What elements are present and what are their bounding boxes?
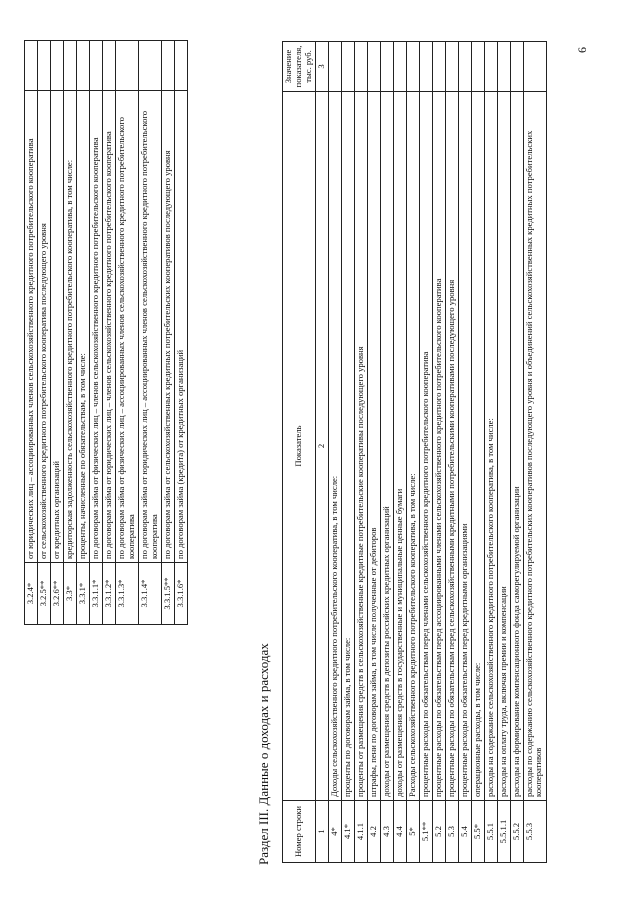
table-row <box>138 41 161 625</box>
row-indicator: процентные расходы по обязательствам перед кредитными организациями <box>458 92 471 801</box>
row-code: 5.5.1.1 <box>497 801 510 863</box>
row-code: 5.4 <box>458 801 471 863</box>
header-row-number: Номер строки <box>283 801 316 863</box>
table-row <box>90 41 103 625</box>
row-value <box>161 41 174 91</box>
row-indicator: процентные расходы по обязательствам перед ассоциированными членами сельскохозяйственного кредитного потребительского кооператива <box>432 92 445 801</box>
income-expense-table <box>282 41 547 863</box>
row-indicator: от кредитных организаций <box>51 91 64 563</box>
row-value <box>471 42 484 92</box>
row-value <box>510 42 523 92</box>
page-number: 6 <box>575 47 589 53</box>
row-code: 3.3.1.4* <box>138 563 161 625</box>
row-code: 3.3* <box>64 563 77 625</box>
row-code: 5.2 <box>432 801 445 863</box>
row-value <box>90 41 103 91</box>
row-value <box>393 42 406 92</box>
row-code: 3.3.1.2* <box>103 563 116 625</box>
row-code: 3.2.5** <box>38 563 51 625</box>
row-value <box>380 42 393 92</box>
row-code: 5.5.2 <box>510 801 523 863</box>
table-row <box>25 41 38 625</box>
row-indicator: расходы на оплату труда, включая премии и компенсации <box>497 92 510 801</box>
row-code: 5.3 <box>445 801 458 863</box>
row-code: 5.1** <box>419 801 432 863</box>
table-row <box>328 42 341 863</box>
row-value <box>406 42 419 92</box>
row-value <box>419 42 432 92</box>
row-indicator: по договорам займа от юридических лиц – ассоциированных членов сельскохозяйственного кредитного потребительского кооператива <box>138 91 161 563</box>
row-code: 3.3.1.3* <box>116 563 139 625</box>
row-value <box>354 42 367 92</box>
row-indicator: от сельскохозяйственного кредитного потребительского кооператива последующего уровня <box>38 91 51 563</box>
table-row <box>419 42 432 863</box>
row-indicator: операционные расходы, в том числе: <box>471 92 484 801</box>
row-indicator: доходы от размещения средств в депозиты российских кредитных организаций <box>380 92 393 801</box>
row-value <box>116 41 139 91</box>
liabilities-table-continued <box>24 40 188 625</box>
row-indicator: расходы на содержание сельскохозяйственного кредитного потребительского кооператива, в том числе: <box>484 92 497 801</box>
row-code: 3.3.1.1* <box>90 563 103 625</box>
table-row <box>484 42 497 863</box>
table-row <box>174 41 187 625</box>
row-code: 4.3 <box>380 801 393 863</box>
table-row <box>51 41 64 625</box>
row-indicator: проценты, начисленные по обязательствам, в том числе: <box>77 91 90 563</box>
row-code: 4.1.1 <box>354 801 367 863</box>
table-row <box>406 42 419 863</box>
row-code: 4.4 <box>393 801 406 863</box>
row-indicator: по договорам займа от сельскохозяйственных кредитных потребительских кооперативов последующего уровня <box>161 91 174 563</box>
table-row <box>445 42 458 863</box>
section-title: Раздел III. Данные о доходах и расходах <box>256 643 271 865</box>
row-value <box>77 41 90 91</box>
row-value <box>138 41 161 91</box>
header-indicator: Показатель <box>283 92 316 801</box>
row-code: 3.2.6** <box>51 563 64 625</box>
column-number-3: 3 <box>315 42 328 92</box>
row-value <box>328 42 341 92</box>
row-indicator: от юридических лиц – ассоциированных членов сельскохозяйственного кредитного потребительского кооператива <box>25 91 38 563</box>
rotated-page <box>0 25 600 885</box>
row-value <box>445 42 458 92</box>
table-row <box>341 42 354 863</box>
row-indicator: по договорам займа (кредита) от кредитных организаций <box>174 91 187 563</box>
row-code: 3.2.4* <box>25 563 38 625</box>
row-indicator: штрафы, пени по договорам займа, в том числе полученные от дебиторов <box>367 92 380 801</box>
row-indicator: по договорам займа от физических лиц – членов сельскохозяйственного кредитного потребительского кооператива <box>90 91 103 563</box>
row-indicator: расходы по содержанию сельскохозяйственного кредитного потребительских кооперативов последующего уровня и объединений сельскохозяйственных кредитных потребительских кооперативов <box>523 92 546 801</box>
table-row <box>103 41 116 625</box>
row-value <box>51 41 64 91</box>
row-indicator: проценты от размещения средств в сельскохозяйственные кредитные потребительские кооперативы последующего уровня <box>354 92 367 801</box>
row-value <box>38 41 51 91</box>
table-row <box>523 42 546 863</box>
row-value <box>25 41 38 91</box>
table-row <box>510 42 523 863</box>
row-value <box>341 42 354 92</box>
row-code: 3.3.1* <box>77 563 90 625</box>
row-value <box>367 42 380 92</box>
row-indicator: кредиторская задолженность сельскохозяйственного кредитного потребительского кооператива, в том числе: <box>64 91 77 563</box>
row-code: 3.3.1.6* <box>174 563 187 625</box>
table-row <box>432 42 445 863</box>
table-row <box>64 41 77 625</box>
table-row <box>38 41 51 625</box>
row-value <box>64 41 77 91</box>
table-row <box>458 42 471 863</box>
row-code: 5.5.3 <box>523 801 546 863</box>
table-row <box>161 41 174 625</box>
row-code: 4* <box>328 801 341 863</box>
row-code: 4.2 <box>367 801 380 863</box>
table-row <box>354 42 367 863</box>
row-code: 3.3.1.5** <box>161 563 174 625</box>
table-row <box>497 42 510 863</box>
table-row <box>77 41 90 625</box>
header-value: Значение показателя, тыс. руб. <box>283 42 316 92</box>
table-row <box>367 42 380 863</box>
table-row <box>380 42 393 863</box>
row-code: 4.1* <box>341 801 354 863</box>
row-value <box>523 42 546 92</box>
row-value <box>497 42 510 92</box>
row-code: 5.5* <box>471 801 484 863</box>
row-indicator: по договорам займа от физических лиц – ассоциированных членов сельскохозяйственного кредитного потребительского кооператива <box>116 91 139 563</box>
row-indicator: Доходы сельскохозяйственного кредитного потребительского кооператива, в том числе: <box>328 92 341 801</box>
table-row <box>116 41 139 625</box>
row-code: 5* <box>406 801 419 863</box>
row-value <box>174 41 187 91</box>
row-code: 5.5.1 <box>484 801 497 863</box>
row-value <box>432 42 445 92</box>
row-indicator: расходы на формирование компенсационного фонда саморегулируемой организации <box>510 92 523 801</box>
table-row <box>471 42 484 863</box>
row-indicator: доходы от размещения средств в государственные и муниципальные ценные бумаги <box>393 92 406 801</box>
row-indicator: Расходы сельскохозяйственного кредитного потребительского кооператива, в том числе: <box>406 92 419 801</box>
column-number-1: 1 <box>315 801 328 863</box>
row-indicator: по договорам займа от юридических лиц – членов сельскохозяйственного кредитного потребительского кооператива <box>103 91 116 563</box>
row-value <box>484 42 497 92</box>
row-indicator: процентные расходы по обязательствам перед членами сельскохозяйственного кредитного потребительского кооператива <box>419 92 432 801</box>
row-indicator: проценты по договорам займа, в том числе: <box>341 92 354 801</box>
row-indicator: процентные расходы по обязательствам перед сельскохозяйственными кредитными потребительскими кооперативами последующего уровня <box>445 92 458 801</box>
row-value <box>103 41 116 91</box>
column-number-2: 2 <box>315 92 328 801</box>
row-value <box>458 42 471 92</box>
table-row <box>393 42 406 863</box>
